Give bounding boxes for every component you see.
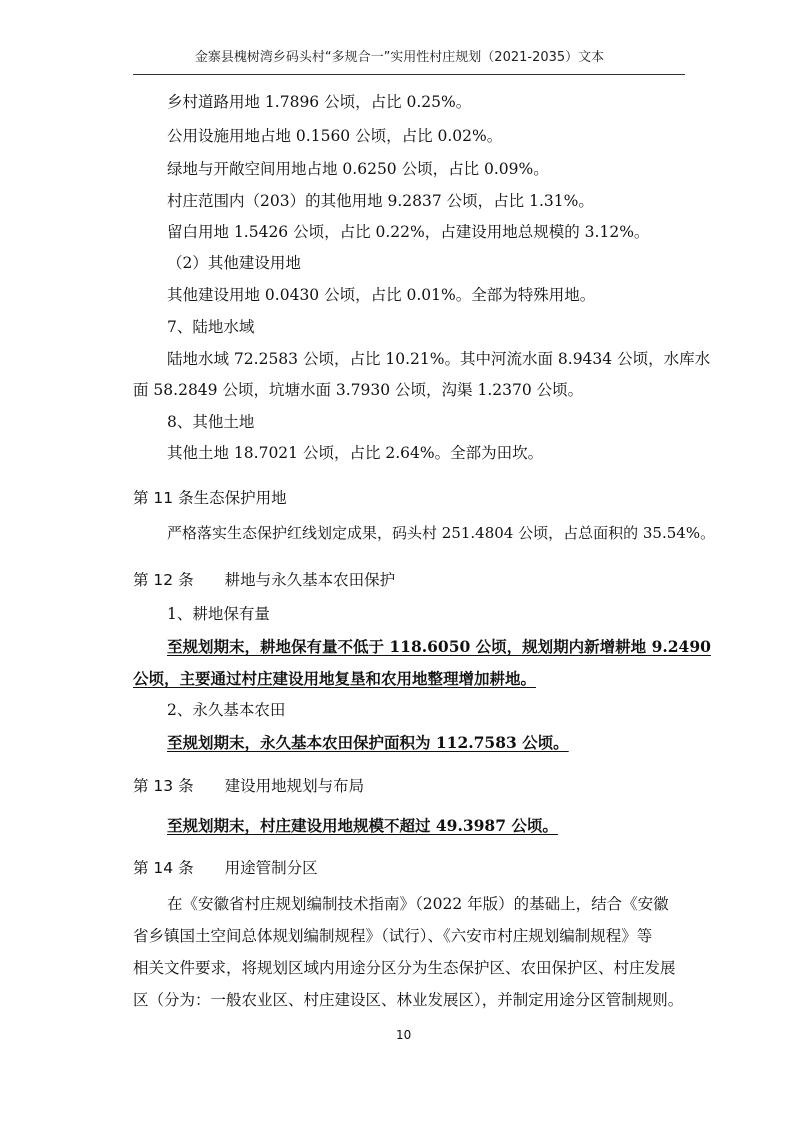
text-line: 公用设施用地占地 0.1560 公顷，占比 0.02%。 [167, 127, 503, 145]
paragraph-line: 省乡镇国土空间总体规划编制规程》（试行）、《六安市村庄规划编制规程》等 [133, 927, 653, 945]
subheading: 7、陆地水域 [167, 318, 255, 336]
bold-requirement: 至规划期末，永久基本农田保护面积为 112.7583 公顷。 [167, 733, 569, 752]
text-line: 其他土地 18.7021 公顷，占比 2.64%。全部为田坎。 [167, 444, 544, 462]
header-rule [133, 74, 685, 75]
paragraph-line: 在《安徽省村庄规划编制技术指南》（2022 年版）的基础上，结合《安徽 [167, 895, 669, 913]
page-header: 金寨县槐树湾乡码头村“多规合一”实用性村庄规划（2021-2035）文本 [194, 50, 605, 65]
article-heading: 第 11 条生态保护用地 [133, 489, 287, 507]
bold-requirement: 公顷，主要通过村庄建设用地复垦和农用地整理增加耕地。 [133, 669, 537, 688]
paragraph-line: 相关文件要求，将规划区域内用途分区分为生态保护区、农田保护区、村庄发展 [133, 959, 676, 977]
paragraph-line: 区（分为：一般农业区、村庄建设区、林业发展区），并制定用途分区管制规则。 [133, 991, 684, 1009]
page-number: 10 [396, 1028, 412, 1042]
bold-requirement: 至规划期末，村庄建设用地规模不超过 49.3987 公顷。 [167, 816, 558, 835]
subheading: 2、永久基本农田 [167, 701, 286, 719]
text-line: 乡村道路用地 1.7896 公顷，占比 0.25%。 [167, 93, 472, 111]
text-line: 面 58.2849 公顷，坑塘水面 3.7930 公顷，沟渠 1.2370 公顷。 [133, 381, 584, 399]
subheading: （2）其他建设用地 [167, 254, 301, 272]
article-heading: 第 13 条 建设用地规划与布局 [133, 777, 365, 795]
article-heading: 第 14 条 用途管制分区 [133, 859, 318, 877]
text-line: 其他建设用地 0.0430 公顷，占比 0.01%。全部为特殊用地。 [167, 286, 596, 304]
bold-requirement: 至规划期末，耕地保有量不低于 118.6050 公顷，规划期内新增耕地 9.2490 [167, 637, 711, 656]
text-line: 陆地水域 72.2583 公顷，占比 10.21%。其中河流水面 8.9434 公顷，水库水 [167, 350, 711, 368]
article-heading: 第 12 条 耕地与永久基本农田保护 [133, 571, 396, 589]
subheading: 1、耕地保有量 [167, 605, 270, 623]
text-line: 留白用地 1.5426 公顷，占比 0.22%，占建设用地总规模的 3.12%。 [167, 223, 650, 241]
text-line: 严格落实生态保护红线划定成果，码头村 251.4804 公顷，占总面积的 35.54%。 [167, 524, 716, 542]
subheading: 8、其他土地 [167, 413, 255, 431]
text-line: 村庄范围内（203）的其他用地 9.2837 公顷，占比 1.31%。 [167, 192, 594, 210]
text-line: 绿地与开敞空间用地占地 0.6250 公顷，占比 0.09%。 [167, 160, 549, 178]
